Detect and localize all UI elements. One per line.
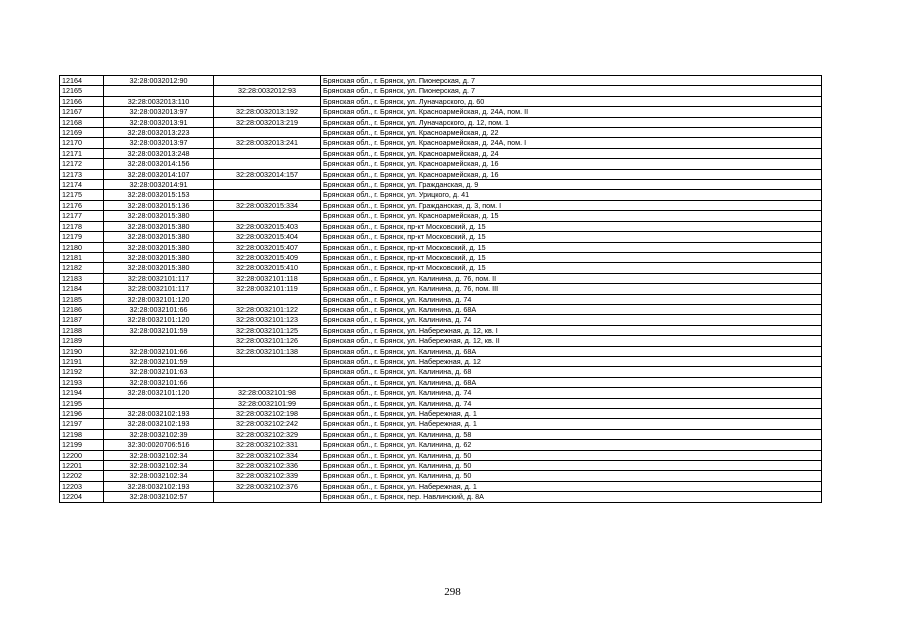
row-number-cell: 12187 xyxy=(60,315,104,325)
premises-cadastral-number-cell: 32:28:0032015:407 xyxy=(214,242,321,252)
premises-cadastral-number-cell: 32:28:0032012:93 xyxy=(214,86,321,96)
row-number-cell: 12192 xyxy=(60,367,104,377)
cadastral-number-cell: 32:28:0032013:97 xyxy=(104,107,214,117)
row-number-cell: 12196 xyxy=(60,409,104,419)
cadastral-number-cell: 32:28:0032102:193 xyxy=(104,409,214,419)
address-cell: Брянская обл., г. Брянск, ул. Красноармейская, д. 16 xyxy=(321,169,822,179)
cadastral-number-cell xyxy=(104,398,214,408)
premises-cadastral-number-cell: 32:28:0032015:409 xyxy=(214,252,321,262)
row-number-cell: 12197 xyxy=(60,419,104,429)
table-row xyxy=(60,481,822,491)
row-number-cell: 12165 xyxy=(60,86,104,96)
premises-cadastral-number-cell: 32:28:0032102:242 xyxy=(214,419,321,429)
premises-cadastral-number-cell: 32:28:0032101:126 xyxy=(214,336,321,346)
table-row xyxy=(60,367,822,377)
address-cell: Брянская обл., г. Брянск, ул. Красноармейская, д. 24А, пом. I xyxy=(321,138,822,148)
address-cell: Брянская обл., г. Брянск, ул. Красноармейская, д. 16 xyxy=(321,159,822,169)
row-number-cell: 12171 xyxy=(60,148,104,158)
cadastral-number-cell: 32:28:0032013:91 xyxy=(104,117,214,127)
row-number-cell: 12193 xyxy=(60,377,104,387)
table-row xyxy=(60,346,822,356)
cadastral-number-cell: 32:28:0032101:66 xyxy=(104,377,214,387)
address-cell: Брянская обл., г. Брянск, ул. Калинина, д. 74 xyxy=(321,388,822,398)
address-cell: Брянская обл., г. Брянск, пр-кт Московский, д. 15 xyxy=(321,232,822,242)
cadastral-number-cell: 32:28:0032015:380 xyxy=(104,232,214,242)
cadastral-number-cell: 32:28:0032014:91 xyxy=(104,180,214,190)
premises-cadastral-number-cell: 32:28:0032102:331 xyxy=(214,440,321,450)
premises-cadastral-number-cell xyxy=(214,159,321,169)
table-row xyxy=(60,388,822,398)
cadastral-number-cell: 32:28:0032015:136 xyxy=(104,200,214,210)
cadastral-number-cell: 32:28:0032013:223 xyxy=(104,128,214,138)
cadastral-number-cell: 32:28:0032013:97 xyxy=(104,138,214,148)
premises-cadastral-number-cell: 32:28:0032015:403 xyxy=(214,221,321,231)
table-row xyxy=(60,76,822,86)
premises-cadastral-number-cell: 32:28:0032013:219 xyxy=(214,117,321,127)
table-row xyxy=(60,159,822,169)
table-row xyxy=(60,221,822,231)
table-row xyxy=(60,128,822,138)
address-cell: Брянская обл., г. Брянск, ул. Калинина, д. 50 xyxy=(321,461,822,471)
cadastral-number-cell: 32:28:0032014:107 xyxy=(104,169,214,179)
premises-cadastral-number-cell: 32:28:0032102:329 xyxy=(214,429,321,439)
premises-cadastral-number-cell: 32:28:0032013:241 xyxy=(214,138,321,148)
premises-cadastral-number-cell: 32:28:0032015:404 xyxy=(214,232,321,242)
table-row xyxy=(60,232,822,242)
page-number: 298 xyxy=(444,586,461,598)
address-cell: Брянская обл., г. Брянск, пр-кт Московский, д. 15 xyxy=(321,221,822,231)
address-cell: Брянская обл., г. Брянск, ул. Гражданская, д. 9 xyxy=(321,180,822,190)
address-cell: Брянская обл., г. Брянск, ул. Калинина, д. 76, пом. III xyxy=(321,284,822,294)
table-row xyxy=(60,377,822,387)
address-cell: Брянская обл., г. Брянск, ул. Набережная, д. 12 xyxy=(321,356,822,366)
address-cell: Брянская обл., г. Брянск, ул. Набережная, д. 12, кв. I xyxy=(321,325,822,335)
table-row xyxy=(60,471,822,481)
premises-cadastral-number-cell xyxy=(214,211,321,221)
address-cell: Брянская обл., г. Брянск, ул. Красноармейская, д. 22 xyxy=(321,128,822,138)
address-cell: Брянская обл., г. Брянск, ул. Калинина, д. 58 xyxy=(321,429,822,439)
table-row xyxy=(60,148,822,158)
table-row xyxy=(60,263,822,273)
cadastral-number-cell: 32:28:0032101:120 xyxy=(104,294,214,304)
table-row xyxy=(60,492,822,502)
row-number-cell: 12204 xyxy=(60,492,104,502)
cadastral-number-cell: 32:28:0032101:120 xyxy=(104,388,214,398)
table-row xyxy=(60,304,822,314)
row-number-cell: 12186 xyxy=(60,304,104,314)
premises-cadastral-number-cell xyxy=(214,492,321,502)
address-cell: Брянская обл., г. Брянск, пр-кт Московский, д. 15 xyxy=(321,242,822,252)
table-row xyxy=(60,398,822,408)
address-cell: Брянская обл., г. Брянск, ул. Урицкого, д. 41 xyxy=(321,190,822,200)
property-registry-table xyxy=(59,75,822,503)
row-number-cell: 12170 xyxy=(60,138,104,148)
row-number-cell: 12198 xyxy=(60,429,104,439)
premises-cadastral-number-cell: 32:28:0032013:192 xyxy=(214,107,321,117)
row-number-cell: 12200 xyxy=(60,450,104,460)
address-cell: Брянская обл., г. Брянск, ул. Красноармейская, д. 24А, пом. II xyxy=(321,107,822,117)
premises-cadastral-number-cell: 32:28:0032015:410 xyxy=(214,263,321,273)
address-cell: Брянская обл., г. Брянск, ул. Калинина, д. 68А xyxy=(321,304,822,314)
row-number-cell: 12190 xyxy=(60,346,104,356)
row-number-cell: 12177 xyxy=(60,211,104,221)
address-cell: Брянская обл., г. Брянск, ул. Калинина, д. 74 xyxy=(321,294,822,304)
row-number-cell: 12202 xyxy=(60,471,104,481)
premises-cadastral-number-cell xyxy=(214,367,321,377)
cadastral-number-cell: 32:28:0032101:66 xyxy=(104,304,214,314)
premises-cadastral-number-cell: 32:28:0032101:119 xyxy=(214,284,321,294)
row-number-cell: 12178 xyxy=(60,221,104,231)
row-number-cell: 12172 xyxy=(60,159,104,169)
address-cell: Брянская обл., г. Брянск, ул. Луначарского, д. 60 xyxy=(321,96,822,106)
cadastral-number-cell: 32:28:0032015:380 xyxy=(104,263,214,273)
premises-cadastral-number-cell xyxy=(214,128,321,138)
table-row xyxy=(60,461,822,471)
premises-cadastral-number-cell xyxy=(214,76,321,86)
address-cell: Брянская обл., г. Брянск, ул. Калинина, д. 76, пом. II xyxy=(321,273,822,283)
cadastral-number-cell: 32:28:0032101:117 xyxy=(104,273,214,283)
address-cell: Брянская обл., г. Брянск, ул. Луначарского, д. 12, пом. 1 xyxy=(321,117,822,127)
premises-cadastral-number-cell xyxy=(214,377,321,387)
row-number-cell: 12191 xyxy=(60,356,104,366)
address-cell: Брянская обл., г. Брянск, ул. Набережная, д. 1 xyxy=(321,409,822,419)
cadastral-number-cell: 32:28:0032102:34 xyxy=(104,471,214,481)
cadastral-number-cell: 32:28:0032015:380 xyxy=(104,211,214,221)
table-row xyxy=(60,429,822,439)
premises-cadastral-number-cell: 32:28:0032014:157 xyxy=(214,169,321,179)
row-number-cell: 12184 xyxy=(60,284,104,294)
table-row xyxy=(60,252,822,262)
address-cell: Брянская обл., г. Брянск, ул. Красноармейская, д. 15 xyxy=(321,211,822,221)
row-number-cell: 12173 xyxy=(60,169,104,179)
premises-cadastral-number-cell: 32:28:0032101:122 xyxy=(214,304,321,314)
cadastral-number-cell: 32:28:0032101:59 xyxy=(104,325,214,335)
cadastral-number-cell: 32:28:0032012:90 xyxy=(104,76,214,86)
premises-cadastral-number-cell: 32:28:0032101:99 xyxy=(214,398,321,408)
table-row xyxy=(60,315,822,325)
premises-cadastral-number-cell xyxy=(214,96,321,106)
address-cell: Брянская обл., г. Брянск, ул. Пионерская, д. 7 xyxy=(321,86,822,96)
row-number-cell: 12179 xyxy=(60,232,104,242)
row-number-cell: 12169 xyxy=(60,128,104,138)
cadastral-number-cell xyxy=(104,86,214,96)
row-number-cell: 12166 xyxy=(60,96,104,106)
premises-cadastral-number-cell: 32:28:0032101:138 xyxy=(214,346,321,356)
table-row xyxy=(60,180,822,190)
cadastral-number-cell: 32:28:0032102:34 xyxy=(104,461,214,471)
address-cell: Брянская обл., г. Брянск, ул. Набережная, д. 1 xyxy=(321,419,822,429)
cadastral-number-cell: 32:28:0032102:193 xyxy=(104,481,214,491)
address-cell: Брянская обл., г. Брянск, ул. Калинина, д. 62 xyxy=(321,440,822,450)
table-row xyxy=(60,325,822,335)
table-row xyxy=(60,117,822,127)
table-row xyxy=(60,211,822,221)
cadastral-number-cell: 32:28:0032101:63 xyxy=(104,367,214,377)
table-row xyxy=(60,440,822,450)
premises-cadastral-number-cell: 32:28:0032101:123 xyxy=(214,315,321,325)
table-row xyxy=(60,86,822,96)
address-cell: Брянская обл., г. Брянск, ул. Пионерская, д. 7 xyxy=(321,76,822,86)
premises-cadastral-number-cell: 32:28:0032015:334 xyxy=(214,200,321,210)
table-row xyxy=(60,336,822,346)
row-number-cell: 12203 xyxy=(60,481,104,491)
premises-cadastral-number-cell xyxy=(214,294,321,304)
table-row xyxy=(60,138,822,148)
address-cell: Брянская обл., г. Брянск, ул. Набережная, д. 1 xyxy=(321,481,822,491)
table-row xyxy=(60,273,822,283)
cadastral-number-cell: 32:28:0032102:193 xyxy=(104,419,214,429)
cadastral-number-cell: 32:28:0032013:110 xyxy=(104,96,214,106)
table-row xyxy=(60,242,822,252)
premises-cadastral-number-cell: 32:28:0032101:125 xyxy=(214,325,321,335)
row-number-cell: 12182 xyxy=(60,263,104,273)
row-number-cell: 12167 xyxy=(60,107,104,117)
cadastral-number-cell: 32:28:0032015:380 xyxy=(104,242,214,252)
cadastral-number-cell: 32:28:0032101:117 xyxy=(104,284,214,294)
row-number-cell: 12181 xyxy=(60,252,104,262)
table-row xyxy=(60,409,822,419)
cadastral-number-cell: 32:30:0020706:516 xyxy=(104,440,214,450)
table-row xyxy=(60,294,822,304)
address-cell: Брянская обл., г. Брянск, ул. Гражданская, д. 3, пом. I xyxy=(321,200,822,210)
row-number-cell: 12199 xyxy=(60,440,104,450)
cadastral-number-cell: 32:28:0032102:39 xyxy=(104,429,214,439)
address-cell: Брянская обл., г. Брянск, пр-кт Московский, д. 15 xyxy=(321,252,822,262)
address-cell: Брянская обл., г. Брянск, пр-кт Московский, д. 15 xyxy=(321,263,822,273)
row-number-cell: 12174 xyxy=(60,180,104,190)
address-cell: Брянская обл., г. Брянск, ул. Набережная, д. 12, кв. II xyxy=(321,336,822,346)
premises-cadastral-number-cell: 32:28:0032102:376 xyxy=(214,481,321,491)
cadastral-number-cell: 32:28:0032101:120 xyxy=(104,315,214,325)
address-cell: Брянская обл., г. Брянск, пер. Навлинский, д. 8А xyxy=(321,492,822,502)
premises-cadastral-number-cell xyxy=(214,190,321,200)
table-row xyxy=(60,419,822,429)
premises-cadastral-number-cell xyxy=(214,180,321,190)
table-row xyxy=(60,450,822,460)
table-row xyxy=(60,169,822,179)
row-number-cell: 12176 xyxy=(60,200,104,210)
table-row xyxy=(60,284,822,294)
row-number-cell: 12180 xyxy=(60,242,104,252)
cadastral-number-cell: 32:28:0032015:380 xyxy=(104,221,214,231)
cadastral-number-cell: 32:28:0032102:57 xyxy=(104,492,214,502)
cadastral-number-cell: 32:28:0032015:380 xyxy=(104,252,214,262)
row-number-cell: 12189 xyxy=(60,336,104,346)
cadastral-number-cell: 32:28:0032014:156 xyxy=(104,159,214,169)
table-row xyxy=(60,356,822,366)
row-number-cell: 12183 xyxy=(60,273,104,283)
cadastral-number-cell: 32:28:0032102:34 xyxy=(104,450,214,460)
row-number-cell: 12185 xyxy=(60,294,104,304)
premises-cadastral-number-cell: 32:28:0032101:98 xyxy=(214,388,321,398)
row-number-cell: 12175 xyxy=(60,190,104,200)
row-number-cell: 12188 xyxy=(60,325,104,335)
row-number-cell: 12194 xyxy=(60,388,104,398)
address-cell: Брянская обл., г. Брянск, ул. Калинина, д. 50 xyxy=(321,450,822,460)
address-cell: Брянская обл., г. Брянск, ул. Калинина, д. 68А xyxy=(321,346,822,356)
table-row xyxy=(60,190,822,200)
premises-cadastral-number-cell: 32:28:0032102:334 xyxy=(214,450,321,460)
premises-cadastral-number-cell: 32:28:0032102:336 xyxy=(214,461,321,471)
premises-cadastral-number-cell: 32:28:0032102:339 xyxy=(214,471,321,481)
address-cell: Брянская обл., г. Брянск, ул. Калинина, д. 74 xyxy=(321,315,822,325)
cadastral-number-cell: 32:28:0032101:59 xyxy=(104,356,214,366)
premises-cadastral-number-cell xyxy=(214,356,321,366)
registry-table-body xyxy=(60,76,822,503)
table-row xyxy=(60,107,822,117)
row-number-cell: 12195 xyxy=(60,398,104,408)
address-cell: Брянская обл., г. Брянск, ул. Калинина, д. 68А xyxy=(321,377,822,387)
cadastral-number-cell: 32:28:0032101:66 xyxy=(104,346,214,356)
address-cell: Брянская обл., г. Брянск, ул. Калинина, д. 68 xyxy=(321,367,822,377)
table-row xyxy=(60,200,822,210)
row-number-cell: 12164 xyxy=(60,76,104,86)
row-number-cell: 12168 xyxy=(60,117,104,127)
cadastral-number-cell: 32:28:0032015:153 xyxy=(104,190,214,200)
row-number-cell: 12201 xyxy=(60,461,104,471)
premises-cadastral-number-cell xyxy=(214,148,321,158)
address-cell: Брянская обл., г. Брянск, ул. Калинина, д. 74 xyxy=(321,398,822,408)
cadastral-number-cell: 32:28:0032013:248 xyxy=(104,148,214,158)
address-cell: Брянская обл., г. Брянск, ул. Красноармейская, д. 24 xyxy=(321,148,822,158)
cadastral-number-cell xyxy=(104,336,214,346)
table-row xyxy=(60,96,822,106)
premises-cadastral-number-cell: 32:28:0032101:118 xyxy=(214,273,321,283)
address-cell: Брянская обл., г. Брянск, ул. Калинина, д. 50 xyxy=(321,471,822,481)
premises-cadastral-number-cell: 32:28:0032102:198 xyxy=(214,409,321,419)
